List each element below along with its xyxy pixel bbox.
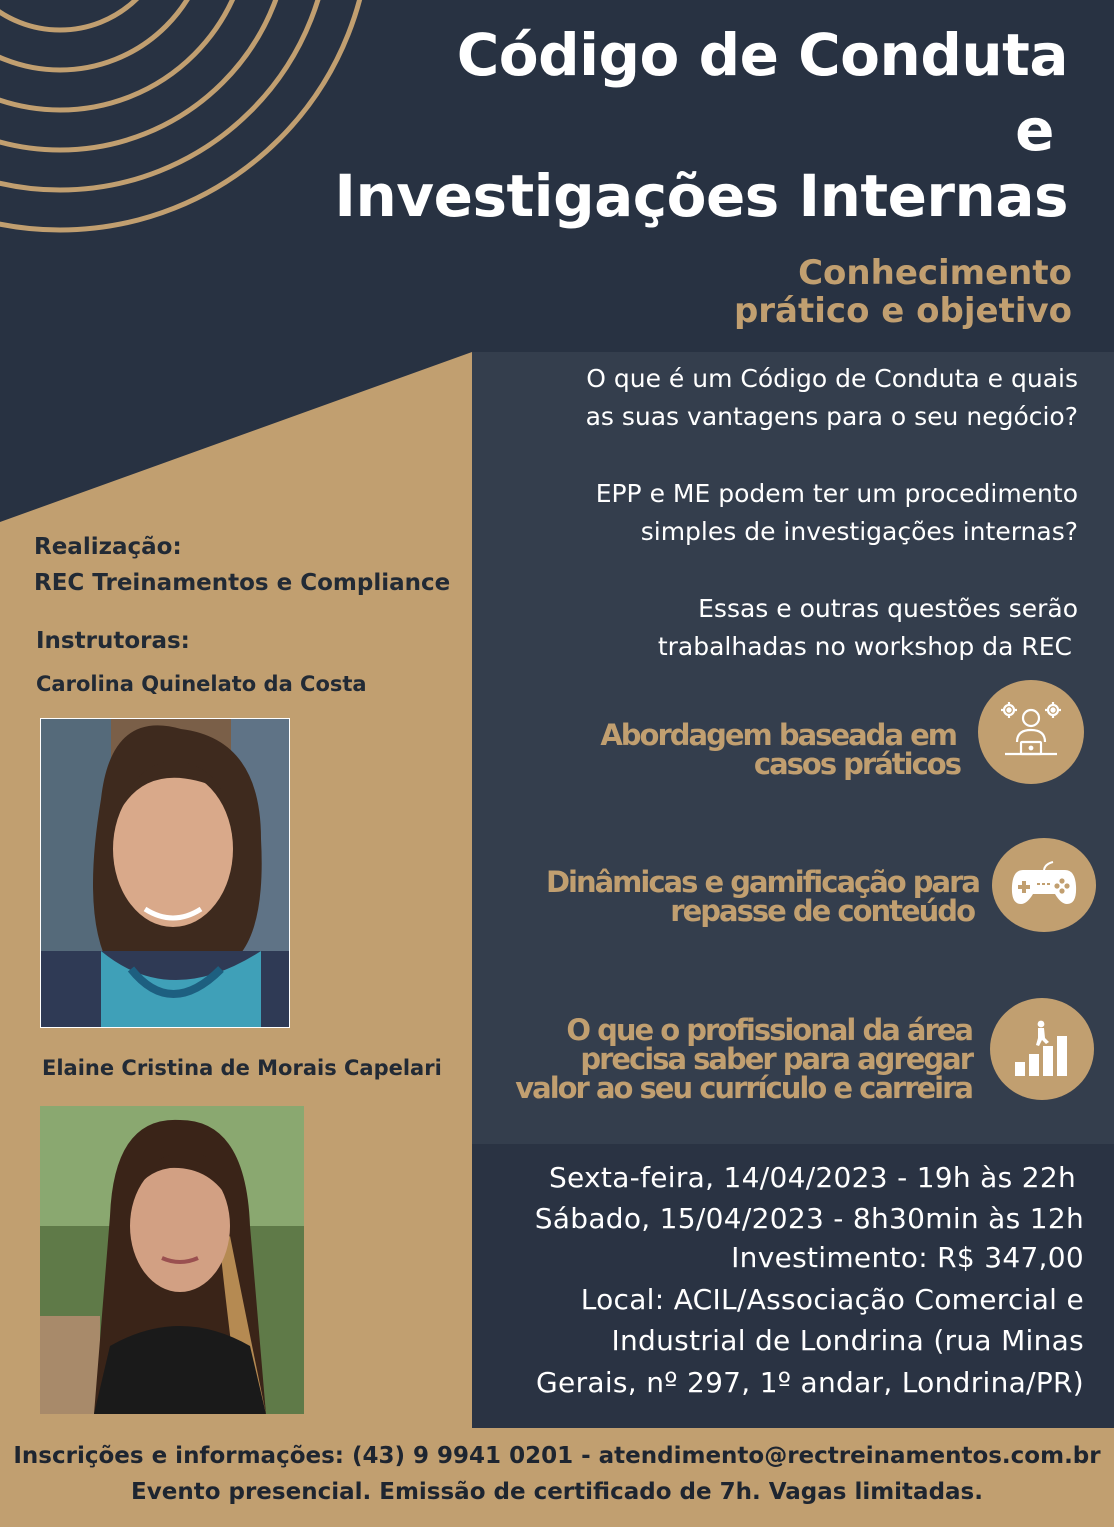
subtitle-line-2: prático e objetivo [733, 291, 1072, 331]
instructor-1-name: Carolina Quinelato da Costa [36, 672, 367, 696]
feature-3-line-2: precisa saber para agregar [580, 1042, 972, 1076]
feature-3-line-1: O que o profissional da área [566, 1013, 972, 1047]
event-price: Investimento: R$ 347,00 [731, 1241, 1084, 1274]
question-1-line-1: O que é um Código de Conduta e quais [586, 364, 1078, 393]
question-2-line-1: EPP e ME podem ter um procedimento [595, 479, 1078, 508]
feature-3-line-3: valor ao seu currículo e carreira [515, 1071, 972, 1105]
event-location-line-1: Local: ACIL/Associação Comercial e [580, 1283, 1084, 1316]
question-3-line-1: Essas e outras questões serão [698, 594, 1078, 623]
feature-1-line-2: casos práticos [753, 747, 960, 781]
question-1-line-2: as suas vantagens para o seu negócio? [585, 402, 1078, 431]
organizer-name: REC Treinamentos e Compliance [34, 570, 451, 596]
event-day-1: Sexta-feira, 14/04/2023 - 19h às 22h [548, 1161, 1076, 1194]
organizer-label: Realização: [34, 534, 182, 560]
subtitle-line-1: Conhecimento [798, 253, 1072, 293]
instructor-2-photo [40, 1106, 304, 1414]
event-location-line-3: Gerais, nº 297, 1º andar, Londrina/PR) [536, 1366, 1084, 1399]
title-line-2: e [1015, 96, 1054, 164]
feature-2-line-1: Dinâmicas e gamificação para [545, 865, 979, 899]
footer-notice: Evento presencial. Emissão de certificado de 7h. Vagas limitadas. [131, 1479, 983, 1505]
feature-1-line-1: Abordagem baseada em [600, 718, 956, 752]
instructor-1-photo [40, 718, 290, 1028]
event-location-line-2: Industrial de Londrina (rua Minas [611, 1324, 1084, 1357]
event-day-2: Sábado, 15/04/2023 - 8h30min às 12h [534, 1202, 1084, 1235]
career-growth-icon [990, 998, 1094, 1100]
question-2-line-2: simples de investigações internas? [640, 517, 1078, 546]
gamepad-icon [992, 838, 1096, 932]
title-line-3: Investigações Internas [334, 162, 1068, 230]
person-laptop-gears-icon [978, 680, 1084, 784]
instructor-2-name: Elaine Cristina de Morais Capelari [42, 1056, 442, 1080]
question-3-line-2: trabalhadas no workshop da REC [657, 632, 1072, 661]
footer-contact: Inscrições e informações: (43) 9 9941 0201 - atendimento@rectreinamentos.com.br [13, 1443, 1101, 1469]
title-line-1: Código de Conduta [456, 21, 1068, 89]
instructors-label: Instrutoras: [36, 628, 190, 654]
feature-2-line-2: repasse de conteúdo [670, 894, 974, 928]
